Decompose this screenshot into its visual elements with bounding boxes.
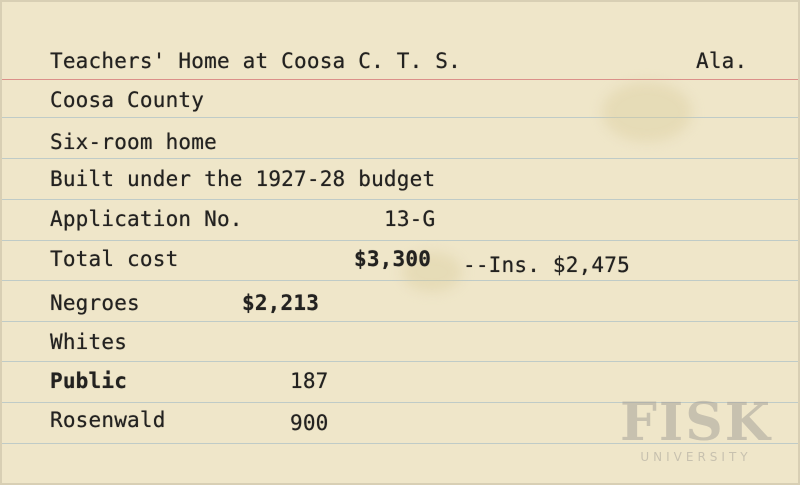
watermark-word: FISK [620,392,772,453]
whites-label: Whites [50,330,128,354]
rule-line [2,158,800,159]
application-label: Application No. [50,207,243,231]
rosenwald-amount: 900 [290,411,329,435]
header-rule [2,79,800,80]
building-type: Six-room home [50,130,217,154]
paper-stain [602,82,692,142]
negroes-label: Negroes [50,291,140,315]
total-cost-value: $3,300 [354,247,432,271]
public-label: Public [50,369,128,393]
public-amount: 187 [290,369,329,393]
rule-line [2,280,800,281]
insurance-value: --Ins. $2,475 [463,253,630,277]
rule-line [2,321,800,322]
total-cost-label: Total cost [50,247,179,271]
budget-line: Built under the 1927-28 budget [50,167,436,191]
watermark-subtitle: UNIVERSITY [640,450,752,464]
rosenwald-label: Rosenwald [50,408,166,432]
rule-line [2,240,800,241]
fisk-university-watermark [607,392,785,465]
rule-line [2,199,800,200]
negroes-amount: $2,213 [242,291,320,315]
state-abbrev: Ala. [696,49,748,73]
card-title: Teachers' Home at Coosa C. T. S. [50,49,461,73]
application-number: 13-G [384,207,436,231]
county: Coosa County [50,88,205,112]
rule-line [2,361,800,362]
